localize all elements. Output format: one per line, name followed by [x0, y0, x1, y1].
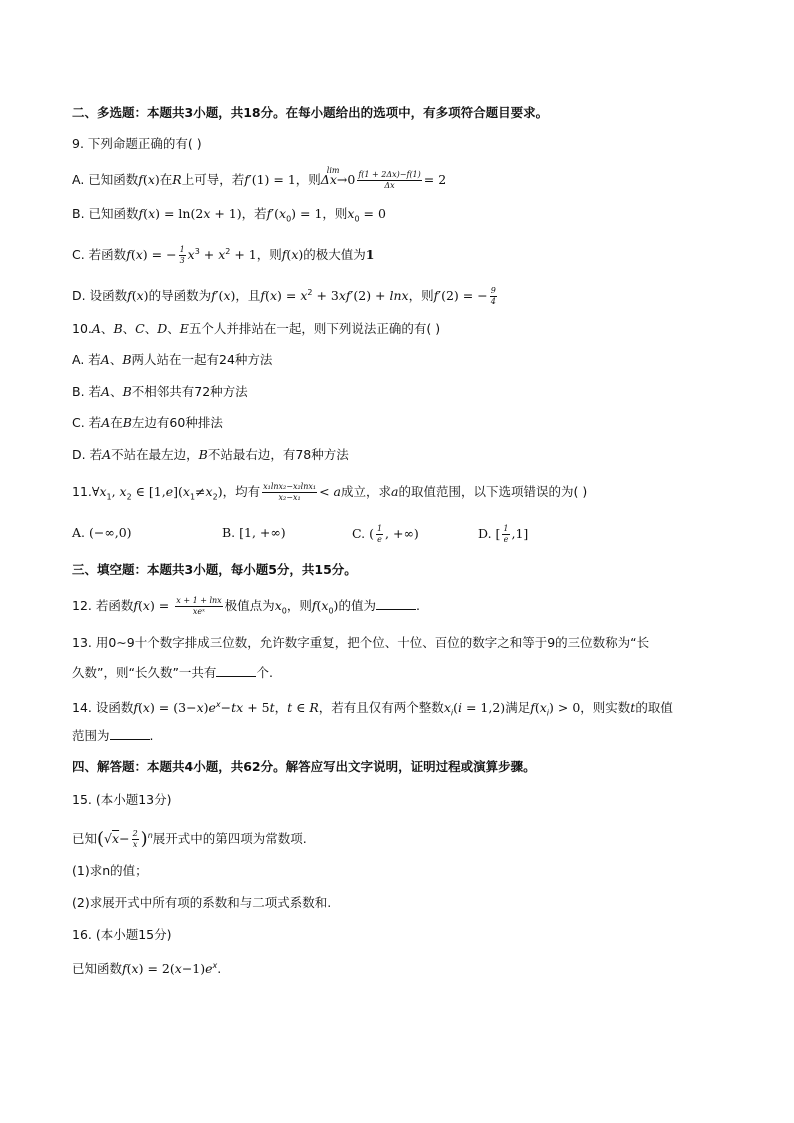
- question-11-option-a: A. (−∞,0): [72, 525, 132, 540]
- question-9-option-c: C. 若函数f(x) = − $\frac{1}{3}$ $x^3 + x^2 + 1$，则f(x)的极大值为1: [72, 245, 375, 266]
- question-9-option-d: D. 设函数f(x)的导函数为f′(x)，且$f(x) = x^2 + 3xf'(2) + \ln x$，则f′(2) = − $\frac{9}{4}$: [72, 286, 496, 307]
- question-14-line-2: 范围为 .: [72, 728, 154, 743]
- question-10-option-c: C. 若A在B左边有60种排法: [72, 415, 223, 430]
- question-13-line-1: 13. 用0∼9十个数字排成三位数，允许数字重复，把个位、十位、百位的数字之和等于9的三位数称为“长: [72, 635, 650, 650]
- question-15-part-1: (1)求n的值；: [72, 863, 148, 878]
- question-10-stem: 10.A、B、C、D、E五个人并排站在一起，则下列说法正确的有( ): [72, 321, 441, 336]
- question-11-option-c: C. ( $\frac{1}{e}$ , +∞): [352, 524, 419, 544]
- question-13-line-2: 久数”，则“长久数”一共有 个.: [72, 665, 273, 680]
- question-14-line-1: 14. 设函数$f(x) = (3-x)e^x-tx + 5t$，t ∈ R，若有且仅有两个整数$x_i(i = 1,2)$满足$f(x_i) > 0$，则实数t的取值: [72, 700, 673, 718]
- question-10-option-d: D. 若A不站在最左边，B不站最右边，有78种方法: [72, 447, 349, 462]
- question-9-option-b: B. 已知函数f(x) = ln(2x + 1)，若$f'(x_0) = 1$，则$x_0 = 0$: [72, 206, 386, 224]
- section-multi-choice-header: 二、多选题：本题共3小题，共18分。在每小题给出的选项中，有多项符合题目要求。: [72, 105, 549, 120]
- question-16-title: 16. (本小题15分): [72, 927, 172, 942]
- question-11-stem: $11.\forall x_1$, $x_2$ ∈ $[1,e](x_1\ne x_2)$，均有 $\frac{\text{x₁lnx₂−x₂lnx₁}}{\text{x₂−x₁}}$ < a成立，求a的取值范围，以下选项错误的为( ): [72, 482, 588, 502]
- question-11-option-b: B. [1, +∞): [222, 525, 286, 540]
- question-11-options: [72, 524, 734, 544]
- question-16-stem: 已知函数$f(x) = 2(x-1)e^x$.: [72, 961, 222, 977]
- question-9-option-a: A. 已知函数f(x)在R上可导，若f′(1) = 1，则 lim Δx→0 $\frac{f(1 + 2\Delta x)-f(1)}{\Delta x}$ = 2: [72, 166, 447, 190]
- question-12: 12. 若函数f(x) = $\frac{x + 1 + \ln x}{\text{xeˣ}}$ 极值点为$x_0$，则$f(x_0)$的值为 .: [72, 596, 420, 616]
- question-15-stem: 已知(√x− $\frac{2}{x}$ )$^n$展开式中的第四项为常数项.: [72, 828, 307, 850]
- answer-blank: [110, 727, 150, 740]
- question-10-option-a: A. 若A、B两人站在一起有24种方法: [72, 352, 273, 367]
- section-fill-blank-header: 三、填空题：本题共3小题，每小题5分，共15分。: [72, 562, 357, 577]
- question-10-option-b: B. 若A、B不相邻共有72种方法: [72, 384, 248, 399]
- question-15-part-2: (2)求展开式中所有项的系数和与二项式系数和.: [72, 895, 332, 910]
- answer-blank: [216, 664, 256, 677]
- question-9-stem: 9. 下列命题正确的有( ): [72, 136, 202, 151]
- question-11-option-d: D. [ $\frac{1}{e}$ ,1]: [478, 524, 529, 544]
- answer-blank: [376, 597, 416, 610]
- section-answer-header: 四、解答题：本题共4小题，共62分。解答应写出文字说明，证明过程或演算步骤。: [72, 759, 536, 774]
- question-15-title: 15. (本小题13分): [72, 792, 172, 807]
